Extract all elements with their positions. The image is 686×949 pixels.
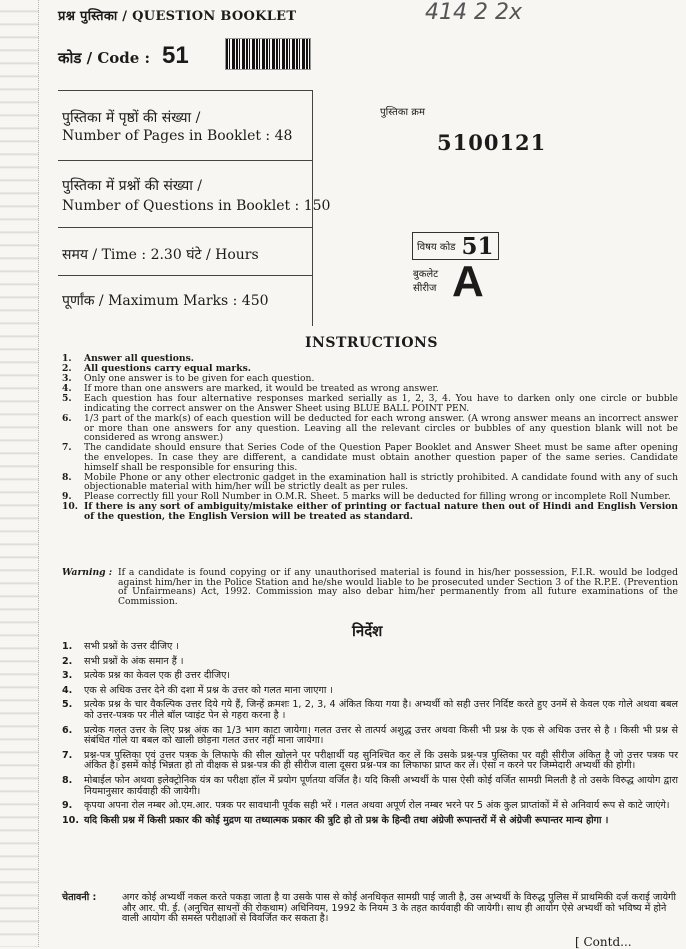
- instruction-number: 9.: [62, 491, 72, 503]
- instruction-item: [62, 776, 678, 797]
- instruction-number: 8.: [62, 774, 73, 786]
- booklet-number-label: पुस्तिका क्रम: [380, 107, 425, 118]
- instruction-text: Only one answer is to be given for each question.: [84, 373, 315, 385]
- chetavani-label: चेतावनी :: [62, 892, 97, 903]
- instruction-text: प्रत्येक प्रश्न के चार वैकल्पिक उत्तर दिये गये हैं, जिन्हें क्रमशः 1, 2, 3, 4 अंकित किया गया है। अभ्यर्थी को सही उत्तर निर्दिष्ट करते हुए उनमें से केवल एक गोले अथवा बबल को उत्तर-पत्रक पर नीले बॉल प्वाइंट पेन से गहरा करना है ।: [84, 699, 678, 721]
- divider: [58, 275, 313, 276]
- instruction-number: 1.: [62, 353, 72, 364]
- instruction-text: Mobile Phone or any other electronic gadget in the examination hall is strictly prohibited. A candidate found with any of such objectionable material with him/her will be strictly dealt as per rules.: [84, 471, 678, 493]
- booklet-number: 5100121: [437, 130, 547, 155]
- divider: [58, 227, 313, 228]
- nirdesh-title: निर्देश: [352, 622, 383, 640]
- instruction-item: [62, 394, 678, 413]
- instruction-number: 6.: [62, 724, 73, 736]
- instruction-number: 3.: [62, 373, 72, 385]
- handwritten-scribble: 414 2 2x: [425, 0, 522, 25]
- nirdesh-list: [62, 642, 678, 830]
- instruction-number: 5.: [62, 699, 73, 711]
- instruction-item: [62, 671, 678, 682]
- perforated-edge: [0, 0, 39, 947]
- instruction-item: [62, 700, 678, 721]
- instructions-list: [62, 354, 678, 522]
- instruction-text: Please correctly fill your Roll Number in O.M.R. Sheet. 5 marks will be deducted for filling wrong or incomplete Roll Number.: [84, 491, 671, 503]
- subject-code: 51: [461, 232, 494, 260]
- instruction-item: [62, 751, 678, 772]
- pages-count: Number of Pages in Booklet : 48: [62, 128, 293, 144]
- instruction-item: [62, 473, 678, 492]
- instruction-number: 2.: [62, 363, 72, 375]
- warning-label: Warning :: [62, 567, 113, 578]
- instruction-text: If more than one answers are marked, it would be treated as wrong answer.: [84, 383, 439, 395]
- instruction-text: All questions carry equal marks.: [84, 363, 251, 375]
- instruction-text: यदि किसी प्रश्न में किसी प्रकार की कोई मुद्रण या तथ्यात्मक प्रकार की त्रुटि हो तो प्रश्न के हिन्दी तथा अंग्रेजी रूपान्तरों में से अंग्रेजी रूपान्तर मान्य होगा ।: [84, 814, 609, 826]
- instruction-item: [62, 816, 678, 827]
- instruction-item: [62, 726, 678, 747]
- booklet-header: प्रश्न पुस्तिका / QUESTION BOOKLET: [58, 9, 297, 24]
- instruction-text: सभी प्रश्नों के उत्तर दीजिए ।: [84, 641, 179, 652]
- instruction-item: [62, 443, 678, 472]
- instruction-text: Each question has four alternative responses marked serially as 1, 2, 3, 4. You have to darken only one circle or bubble indicating the correct answer on the Answer Sheet using BLUE BALL POINT PEN.: [84, 393, 678, 414]
- questions-count: Number of Questions in Booklet : 150: [62, 198, 331, 214]
- divider: [58, 160, 313, 161]
- chetavani-text: अगर कोई अभ्यर्थी नकल करते पकड़ा जाता है या उसके पास से कोई अनधिकृत सामग्री पाई जाती है, उस अभ्यर्थी के विरुद्ध पुलिस में प्राथमिकी दर्ज कराई जायेगी और आर. पी. ई. (अनुचित साधनों की रोकथाम) अधिनियम, 1992 के नियम 3 के तहत कार्यवाही की जायेगी। साथ ही आयोग ऐसे अभ्यर्थी को भविष्य में होने वाली आयोग की समस्त परीक्षाओं से विवर्जित कर सकता है।: [122, 892, 676, 925]
- warning-text: If a candidate is found copying or if any unauthorised material is found in his/her possession, F.I.R. would be lodged against him/her in the Police Station and he/she would liable to be prosecuted under Section 3 of the R.P.E. (Prevention of Unfairmeans) Act, 1992. Commission may also debar him/her permanently from all future examinations of the Commission.: [118, 567, 678, 607]
- continued-label: [ Contd...: [575, 935, 632, 949]
- instruction-item: [62, 686, 678, 697]
- instruction-text: 1/3 part of the mark(s) of each question will be deducted for each wrong answer. (A wrong answer means an incorrect answer or more than one answers for any question. Leaving all the relevant circles or bubbles of any question blank will not be considered as wrong answer.): [84, 413, 678, 444]
- instruction-item: [62, 801, 678, 812]
- chetavani: [62, 893, 678, 925]
- pages-label-hi: पुस्तिका में पृष्ठों की संख्या /: [62, 110, 201, 126]
- code-value: 51: [162, 42, 189, 69]
- instruction-text: कृपया अपना रोल नम्बर ओ.एम.आर. पत्रक पर सावधानी पूर्वक सही भरें । गलत अथवा अपूर्ण रोल नम्बर भरने पर 5 अंक कुल प्राप्तांकों में से अनिवार्य रूप से काटे जाएंगे।: [84, 800, 670, 812]
- questions-label-hi: पुस्तिका में प्रश्नों की संख्या /: [62, 178, 202, 194]
- instruction-text: If there is any sort of ambiguity/mistake either of printing or factual nature then out of Hindi and English Version of the question, the English Version will be treated as standard.: [84, 501, 678, 522]
- instruction-number: 4.: [62, 684, 73, 696]
- instruction-item: [62, 657, 678, 668]
- subject-code-label: विषय कोड: [417, 242, 456, 253]
- instruction-item: [62, 414, 678, 443]
- instruction-text: सभी प्रश्नों के अंक समान हैं ।: [84, 655, 184, 667]
- instruction-text: प्रश्न-पत्र पुस्तिका एवं उत्तर पत्रक के लिफाफे की सील खोलने पर परीक्षार्थी यह सुनिश्चित कर लें कि उसके प्रश्न-पत्र पुस्तिका पर वही सीरीज अंकित है जो उत्तर पत्रक पर अंकित है। इसमें कोई भिन्नता हो तो वीक्षक से प्रश्न-पत्र की ही सीरीज वाला दूसरा प्रश्न-पत्र का लिफाफा प्राप्त कर लें। ऐसा न करने पर जिम्मेदारी अभ्यर्थी की होगी।: [84, 749, 678, 772]
- warning: [62, 568, 678, 606]
- instruction-text: The candidate should ensure that Series Code of the Question Paper Booklet and Answer Sheet must be same after opening the envelopes. In case they are different, a candidate must obtain another question paper of the same series. Candidate himself shall be responsible for ensuring this.: [84, 442, 678, 473]
- series-label: बुकलेट सीरीज: [413, 269, 439, 294]
- instruction-text: मोबाईल फोन अथवा इलेक्ट्रोनिक यंत्र का परीक्षा हॉल में प्रयोग पूर्णतया वर्जित है। यदि किसी अभ्यर्थी के पास ऐसी कोई वर्जित सामग्री मिलती है तो उसके विरुद्ध आयोग द्वारा नियमानुसार कार्यवाही की जायेगी।: [84, 774, 678, 797]
- booklet-series: A: [452, 257, 484, 306]
- instruction-number: 6.: [62, 413, 72, 425]
- instruction-number: 8.: [62, 471, 72, 483]
- instruction-number: 7.: [62, 749, 73, 761]
- instruction-text: एक से अधिक उत्तर देने की दशा में प्रश्न के उत्तर को गलत माना जाएगा ।: [84, 684, 334, 696]
- exam-time: समय / Time : 2.30 घंटे / Hours: [62, 247, 259, 263]
- instruction-number: 5.: [62, 393, 72, 405]
- instruction-item: [62, 502, 678, 521]
- instruction-text: प्रत्येक गलत उत्तर के लिए प्रश्न अंक का 1/3 भाग काटा जायेगा। गलत उत्तर से तात्पर्य अशुद्ध उत्तर अथवा किसी भी प्रश्न के एक से अधिक उत्तर से है । किसी भी प्रश्न से संबंधित गोले या बबल को खाली छोड़ना गलत उत्तर नहीं माना जायेगा।: [84, 724, 678, 747]
- instructions-title: INSTRUCTIONS: [305, 335, 438, 351]
- subject-code-box: [412, 232, 499, 260]
- instruction-text: Answer all questions.: [84, 353, 194, 364]
- divider: [58, 90, 313, 91]
- instruction-number: 2.: [62, 655, 73, 667]
- instruction-number: 1.: [62, 641, 73, 652]
- instruction-text: प्रत्येक प्रश्न का केवल एक ही उत्तर दीजिए।: [84, 670, 231, 682]
- instruction-number: 7.: [62, 442, 72, 454]
- instruction-number: 9.: [62, 800, 73, 812]
- barcode: [225, 38, 311, 70]
- instruction-number: 3.: [62, 670, 73, 682]
- instruction-number: 4.: [62, 383, 72, 395]
- maximum-marks: पूर्णांक / Maximum Marks : 450: [62, 293, 269, 309]
- instruction-number: 10.: [62, 814, 79, 826]
- instruction-number: 10.: [62, 501, 78, 513]
- instruction-item: [62, 642, 678, 653]
- code-label: कोड / Code :: [58, 49, 151, 67]
